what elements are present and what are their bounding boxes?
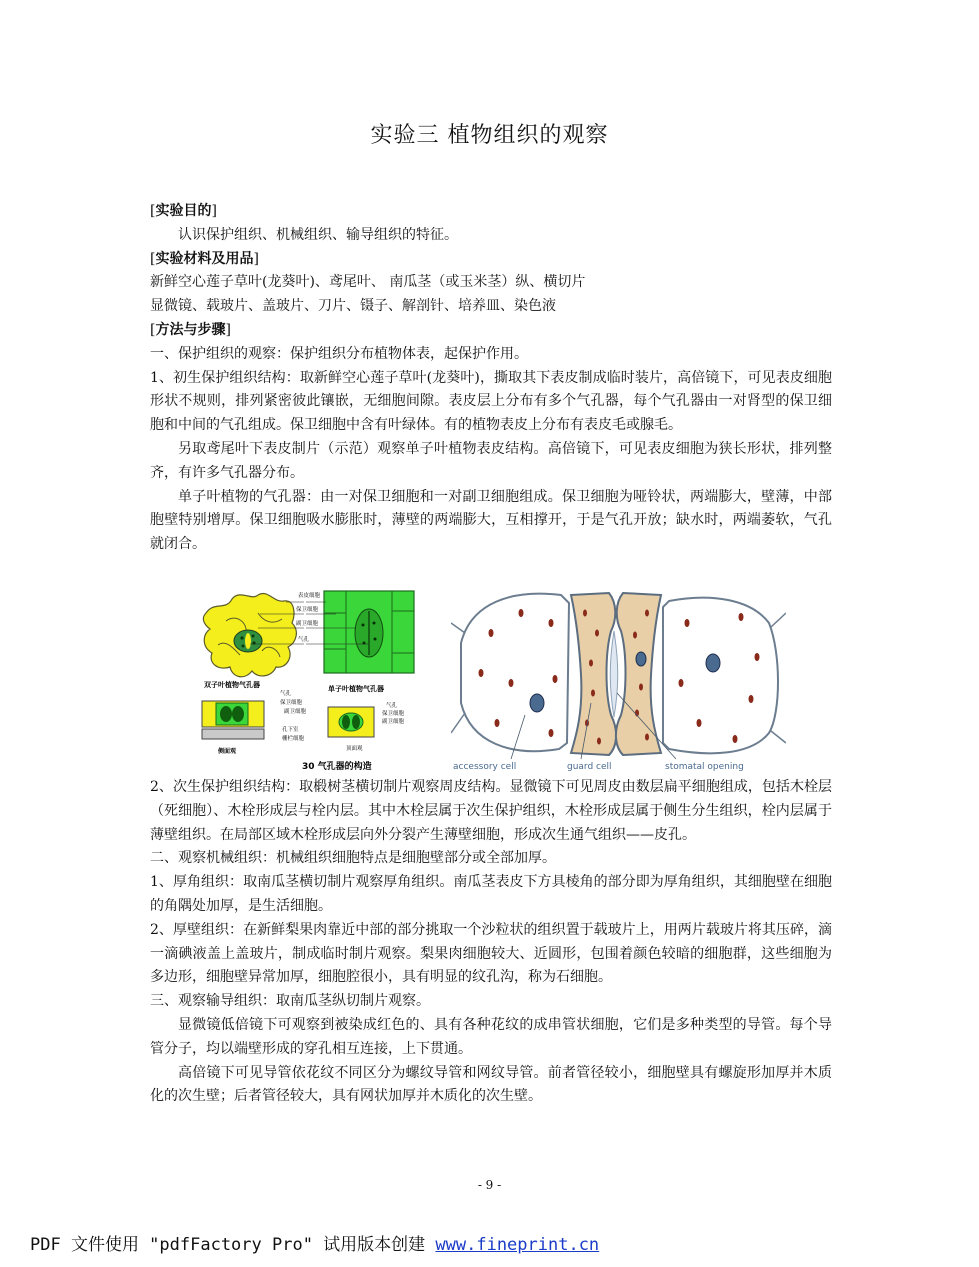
label-guard-2: 保卫细胞 [382,711,405,717]
paragraph: 1、初生保护组织结构：取新鲜空心莲子草叶(龙葵叶)，撕取其下表皮制成临时装片，高倍镜下，可见表皮细胞形状不规则，排列紧密彼此镶嵌，无细胞间隙。表皮层上分布有多个气孔器，每个气孔器由一对肾型的保卫细胞和中间的气孔组成。保卫细胞中含有叶绿体。有的植物表皮上分布有表皮毛或腺毛。 [150,369,832,434]
label-top-view: 顶面观 [346,746,363,752]
label-guard-cell: 保卫细胞 [296,607,319,613]
section-label: 实验目的 [155,203,212,219]
paragraph: 另取鸢尾叶下表皮制片（示范）观察单子叶植物表皮结构。高倍镜下，可见表皮细胞为狭长形状，排列整齐，有许多气孔器分布。 [150,440,832,481]
watermark-link[interactable]: www.fineprint.cn [435,1235,600,1255]
page-number: - 9 - [477,1178,502,1192]
label-monocot: 单子叶植物气孔器 [328,685,384,693]
label-subsidiary-side: 副卫细胞 [284,709,307,715]
label-palisade: 栅栏细胞 [282,736,305,742]
label-subsidiary-cell: 副卫细胞 [296,621,319,627]
label-guard-side: 保卫细胞 [280,700,303,706]
figures [196,583,786,773]
paragraph: 一、保护组织的观察：保护组织分布植物体表，起保护作用。 [150,345,528,362]
paragraph: 二、观察机械组织：机械组织细胞特点是细胞壁部分或全部加厚。 [150,850,556,867]
paragraph: 2、次生保护组织结构：取椴树茎横切制片观察周皮结构。显微镜下可见周皮由数层扁平细胞组成，包括木栓层（死细胞）、木栓形成层与栓内层。其中木栓层属于次生保护组织，木栓形成层属于侧生分生组织，栓内层属于薄壁组织。在局部区域木栓形成层向外分裂产生薄壁细胞，形成次生通气组织——皮孔。 [150,778,832,843]
section-purpose: [实验目的] [150,203,217,219]
label-subsidiary-2: 副卫细胞 [382,719,405,725]
label-stoma-2: 气孔 [386,703,398,709]
label-stoma-side: 气孔 [280,691,292,697]
paragraph: 显微镜低倍镜下可观察到被染成红色的、具有各种花纹的成串管状细胞，它们是多种类型的导管。每个导管分子，均以端壁形成的穿孔相互连接，上下贯通。 [150,1016,832,1057]
label-stomatal-opening: stomatal opening [665,762,744,772]
paragraph: 单子叶植物的气孔器：由一对保卫细胞和一对副卫细胞组成。保卫细胞为哑铃状，两端膨大，壁薄，中部胞壁特别增厚。保卫细胞吸水膨胀时，薄壁的两端膨大，互相撑开，于是气孔开放；缺水时，两端萎软，气孔就闭合。 [150,488,832,553]
paragraph: 2、厚壁组织：在新鲜梨果肉靠近中部的部分挑取一个沙粒状的组织置于载玻片上，用两片载玻片将其压碎，滴一滴碘液盖上盖玻片，制成临时制片观察。梨果肉细胞较大、近圆形，包围着颜色较暗的细胞群，这些细胞为多边形，细胞壁异常加厚，细胞腔很小，具有明显的纹孔沟，称为石细胞。 [150,921,832,986]
label-substomatal: 孔下室 [282,727,299,733]
page-title: 实验三 植物组织的观察 [370,123,609,148]
watermark-text: PDF 文件使用 "pdfFactory Pro" 试用版本创建 [30,1235,436,1255]
pdf-watermark [30,1230,599,1255]
label-stoma: 气孔 [298,637,310,643]
label-epidermal-cell: 表皮细胞 [298,593,321,599]
label-accessory-cell: accessory cell [453,762,517,772]
section-materials: [实验材料及用品] [150,250,259,267]
paragraph: 新鲜空心莲子草叶(龙葵叶)、鸢尾叶、 南瓜茎（或玉米茎）纵、横切片 [150,274,586,291]
section-label: 方法与步骤 [155,321,226,338]
label-guard-cell-en: guard cell [567,762,612,772]
label-dicot: 双子叶植物气孔器 [204,681,260,689]
paragraph: 认识保护组织、机械组织、输导组织的特征。 [178,226,458,243]
label-side-view: 侧面观 [218,748,237,755]
paragraph: 高倍镜下可见导管依花纹不同区分为螺纹导管和网纹导管。前者管径较小，细胞壁具有螺旋形加厚并木质化的次生壁；后者管径较大，具有网状加厚并木质化的次生壁。 [150,1064,832,1105]
stomata-diagram-right [451,583,786,773]
section-methods: [方法与步骤] [150,321,231,338]
stomata-diagram-left [196,583,421,773]
paragraph: 三、观察输导组织：取南瓜茎纵切制片观察。 [150,993,430,1010]
section-label: 实验材料及用品 [155,250,254,267]
paragraph: 显微镜、载玻片、盖玻片、刀片、镊子、解剖针、培养皿、染色液 [150,298,556,315]
figure-caption-left: 30 气孔器的构造 [302,762,372,772]
paragraph: 1、厚角组织：取南瓜茎横切制片观察厚角组织。南瓜茎表皮下方具棱角的部分即为厚角组织，其细胞壁在细胞的角隅处加厚，是生活细胞。 [150,874,832,914]
